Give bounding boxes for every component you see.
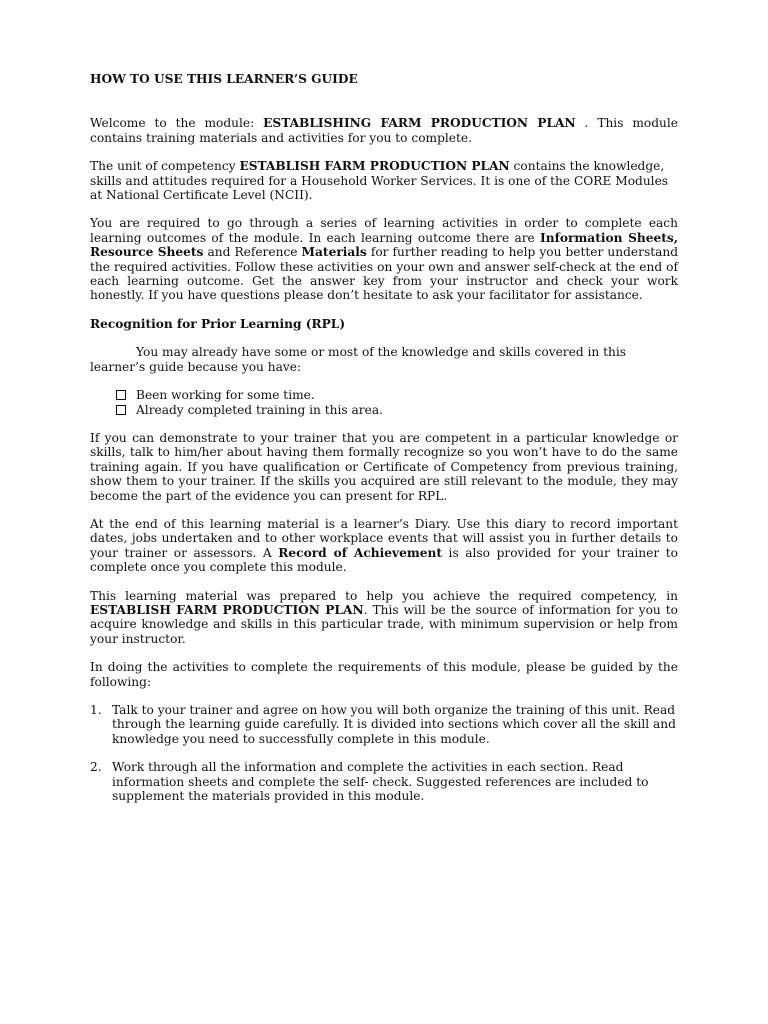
text: At the end of this learning material is a learner’s Diary. Use this diary to record important dates, jobs undertaken and to other workplace events that will assist you in further details to your trainer or assessors. A [90,516,678,560]
demonstrate-paragraph: If you can demonstrate to your trainer that you are competent in a particular knowledge or skills, talk to him/her about having them formally recognize so you won’t have to do the same training again. If you have qualification or Certificate of Competency from previous training, show them to your trainer. If the skills you acquired are still relevant to the module, they may become the part of the evidence you can present for RPL. [90,430,678,503]
text: . This will be the source of information for you to acquire knowledge and skills in this particular trade, with minimum supervision or help from your instructor. [90,602,678,646]
unit-name: ESTABLISH FARM PRODUCTION PLAN [239,159,510,174]
list-item [90,703,678,746]
list-number: 1. [90,703,102,717]
text: is also provided for your trainer to complete once you complete this module. [90,545,678,575]
bold-text: Information Sheets, Resource Sheets [90,230,678,260]
text: contains the knowledge, skills and attitudes required for a Household Worker Services. It is one of the CORE Modules at National Certificate Level (NCII). [90,159,669,203]
bold-text: Materials [301,245,367,260]
guided-paragraph: In doing the activities to complete the requirements of this module, please be guided by the following: [90,660,678,689]
diary-paragraph [90,517,678,575]
list-text: Work through all the information and complete the activities in each section. Read information sheets and complete the self- check. Suggested references are included to supplement the materials provided in this module. [112,760,649,804]
activities-paragraph [90,216,678,302]
list-text: Talk to your trainer and agree on how you will both organize the training of this unit. Read through the learning guide carefully. It is divided into sections which cover all the skill and knowledge you need to successfully complete in this module. [112,703,676,746]
text: and Reference [203,245,302,260]
welcome-paragraph [90,116,678,145]
text: . This module contains training materials and activities for you to complete. [90,116,678,145]
text: This learning material was prepared to help you achieve the required competency, in [90,588,678,603]
unit-name: ESTABLISH FARM PRODUCTION PLAN [90,602,364,617]
checklist-label: Been working for some time. [136,388,315,403]
text: Welcome to the module: [90,116,264,131]
text: The unit of competency [90,159,240,174]
module-name: ESTABLISHING FARM PRODUCTION PLAN [263,116,576,131]
checklist-item [116,403,678,417]
text: for further reading to help you better understand the required activities. Follow these activities on your own and answer self-check at the end of each learning outcome. Get the answer key from your instructor and check your work honestly. If you have questions please don’t hesitate to ask your facilitator for assistance. [90,245,679,303]
document-page [90,72,678,817]
rpl-paragraph: You may already have some or most of the knowledge and skills covered in this learner’s guide because you have: [90,345,627,374]
bold-text: Record of Achievement [278,545,442,560]
page-title: HOW TO USE THIS LEARNER’S GUIDE [90,72,358,86]
unit-paragraph [90,159,678,202]
list-item [90,760,678,803]
checkbox-icon [116,390,126,400]
checklist [116,388,678,417]
checklist-item [116,388,678,402]
checkbox-icon [116,405,126,415]
material-paragraph [90,589,678,647]
instruction-list [90,703,678,803]
rpl-heading: Recognition for Prior Learning (RPL) [90,316,346,331]
list-number: 2. [90,760,102,775]
text: You are required to go through a series of learning activities in order to complete each learning outcomes of the module. In each learning outcome there are [90,216,678,245]
checklist-label: Already completed training in this area. [136,402,383,417]
